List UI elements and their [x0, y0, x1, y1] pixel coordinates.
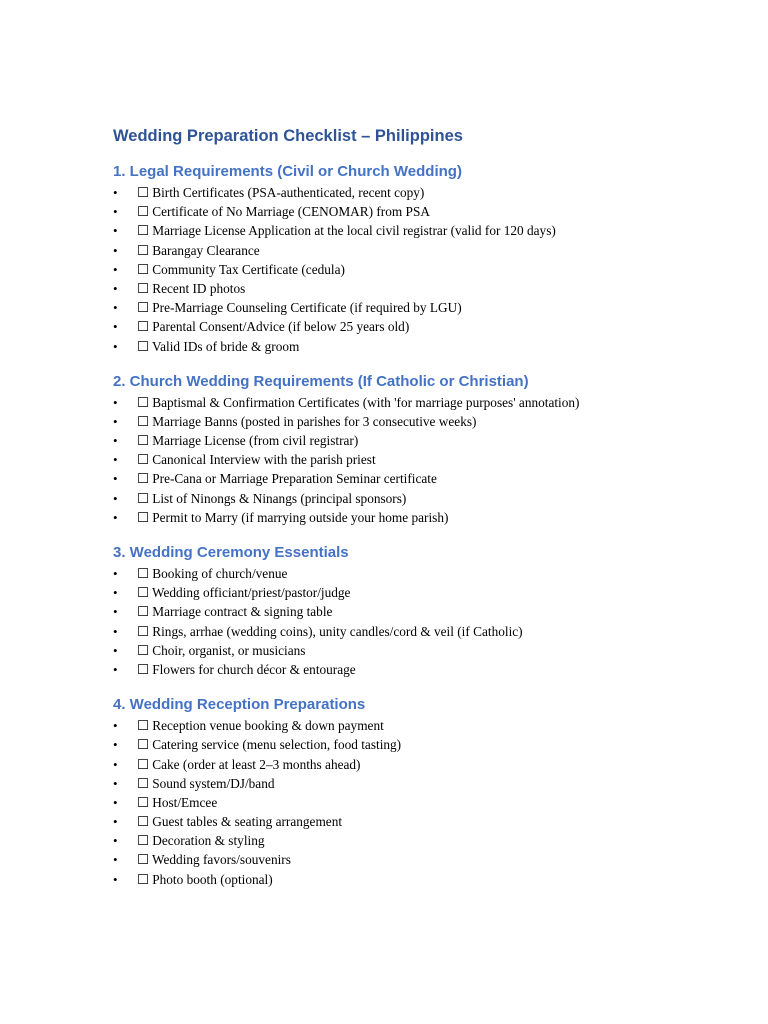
checklist — [113, 393, 733, 527]
list-item-text: ☐ Pre-Cana or Marriage Preparation Seminar certificate — [137, 471, 437, 487]
section-heading: 2. Church Wedding Requirements (If Catholic or Christian) — [113, 372, 529, 390]
bullet-icon: • — [113, 833, 118, 849]
list-item — [113, 774, 733, 793]
document-title: Wedding Preparation Checklist – Philippines — [113, 127, 463, 145]
bullet-icon: • — [113, 452, 118, 468]
list-item-text: ☐ Parental Consent/Advice (if below 25 years old) — [137, 319, 410, 335]
list-item — [113, 735, 733, 754]
list-item-text: ☐ Booking of church/venue — [137, 566, 288, 581]
list-item-text: ☐ Photo booth (optional) — [137, 871, 273, 887]
list-item-text: ☐ Baptismal & Confirmation Certificates (with 'for marriage purposes' annotation) — [137, 394, 580, 410]
list-item-text: ☐ Community Tax Certificate (cedula) — [137, 261, 345, 277]
list-item — [113, 564, 733, 583]
list-item-text: ☐ Pre-Marriage Counseling Certificate (if required by LGU) — [137, 300, 462, 316]
bullet-icon: • — [113, 814, 118, 830]
list-item — [113, 221, 733, 240]
list-item — [113, 393, 733, 412]
bullet-icon: • — [113, 585, 118, 601]
list-item-text: ☐ Choir, organist, or musicians — [137, 642, 306, 658]
bullet-icon: • — [113, 319, 118, 335]
list-item — [113, 870, 733, 889]
section-heading: 1. Legal Requirements (Civil or Church Wedding) — [113, 163, 462, 180]
bullet-icon: • — [113, 775, 118, 791]
list-item-text: ☐ Sound system/DJ/band — [137, 775, 275, 791]
bullet-icon: • — [113, 509, 118, 525]
list-item — [113, 317, 733, 336]
list-item-text: ☐ Valid IDs of bride & groom — [137, 338, 300, 354]
bullet-icon: • — [113, 490, 118, 506]
list-item-text: ☐ Marriage License Application at the local civil registrar (valid for 120 days) — [137, 223, 556, 239]
bullet-icon: • — [113, 280, 118, 296]
list-item-text: ☐ Marriage License (from civil registrar) — [137, 433, 359, 449]
list-item-text: ☐ Marriage contract & signing table — [137, 604, 333, 620]
bullet-icon: • — [113, 794, 118, 810]
bullet-icon: • — [113, 300, 118, 316]
list-item — [113, 279, 733, 298]
bullet-icon: • — [113, 471, 118, 487]
section-heading: 3. Wedding Ceremony Essentials — [113, 544, 349, 561]
list-item — [113, 660, 733, 679]
list-item-text: ☐ Guest tables & seating arrangement — [137, 814, 343, 830]
list-item-text: ☐ Rings, arrhae (wedding coins), unity candles/cord & veil (if Catholic) — [137, 623, 523, 639]
list-item-text: ☐ Marriage Banns (posted in parishes for 3 consecutive weeks) — [137, 413, 477, 429]
document-body — [113, 124, 733, 889]
list-item — [113, 183, 733, 202]
list-item — [113, 450, 733, 469]
bullet-icon: • — [113, 185, 118, 200]
section-heading: 4. Wedding Reception Preparations — [113, 696, 366, 714]
bullet-icon: • — [113, 204, 118, 220]
checklist — [113, 564, 733, 679]
bullet-icon: • — [113, 756, 118, 772]
list-item — [113, 469, 733, 488]
list-item — [113, 641, 733, 660]
list-item-text: ☐ Wedding favors/souvenirs — [137, 852, 291, 868]
list-item — [113, 298, 733, 317]
list-item — [113, 412, 733, 431]
bullet-icon: • — [113, 661, 118, 677]
list-item-text: ☐ Canonical Interview with the parish priest — [137, 452, 376, 468]
list-item-text: ☐ Barangay Clearance — [137, 242, 260, 258]
list-item-text: ☐ List of Ninongs & Ninangs (principal sponsors) — [137, 490, 407, 506]
section-church-requirements — [113, 370, 733, 527]
list-item-text: ☐ Recent ID photos — [137, 280, 246, 296]
list-item — [113, 831, 733, 850]
list-item — [113, 755, 733, 774]
list-item — [113, 602, 733, 621]
list-item-text: ☐ Wedding officiant/priest/pastor/judge — [137, 585, 351, 601]
list-item — [113, 431, 733, 450]
bullet-icon: • — [113, 852, 118, 868]
bullet-icon: • — [113, 261, 118, 277]
list-item-text: ☐ Decoration & styling — [137, 833, 265, 849]
list-item-text: ☐ Cake (order at least 2–3 months ahead) — [137, 756, 361, 772]
bullet-icon: • — [113, 737, 118, 753]
bullet-icon: • — [113, 718, 118, 734]
list-item — [113, 583, 733, 602]
list-item — [113, 793, 733, 812]
list-item — [113, 260, 733, 279]
list-item — [113, 508, 733, 527]
list-item — [113, 337, 733, 356]
list-item — [113, 489, 733, 508]
list-item — [113, 812, 733, 831]
section-legal-requirements — [113, 160, 733, 356]
bullet-icon: • — [113, 413, 118, 429]
bullet-icon: • — [113, 871, 118, 887]
list-item-text: ☐ Host/Emcee — [137, 794, 218, 810]
list-item-text: ☐ Certificate of No Marriage (CENOMAR) from PSA — [137, 204, 430, 220]
bullet-icon: • — [113, 223, 118, 239]
list-item-text: ☐ Birth Certificates (PSA-authenticated, recent copy) — [137, 185, 425, 200]
list-item — [113, 716, 733, 735]
list-item-text: ☐ Catering service (menu selection, food tasting) — [137, 737, 402, 753]
bullet-icon: • — [113, 433, 118, 449]
list-item — [113, 850, 733, 869]
list-item-text: ☐ Reception venue booking & down payment — [137, 718, 384, 734]
list-item-text: ☐ Permit to Marry (if marrying outside your home parish) — [137, 509, 449, 525]
section-ceremony-essentials — [113, 541, 733, 679]
list-item-text: ☐ Flowers for church décor & entourage — [137, 661, 356, 677]
bullet-icon: • — [113, 338, 118, 354]
bullet-icon: • — [113, 642, 118, 658]
list-item — [113, 241, 733, 260]
bullet-icon: • — [113, 566, 118, 581]
section-reception-preparations — [113, 693, 733, 889]
bullet-icon: • — [113, 242, 118, 258]
checklist — [113, 716, 733, 889]
list-item — [113, 622, 733, 641]
bullet-icon: • — [113, 394, 118, 410]
checklist — [113, 183, 733, 356]
list-item — [113, 202, 733, 221]
bullet-icon: • — [113, 604, 118, 620]
bullet-icon: • — [113, 623, 118, 639]
